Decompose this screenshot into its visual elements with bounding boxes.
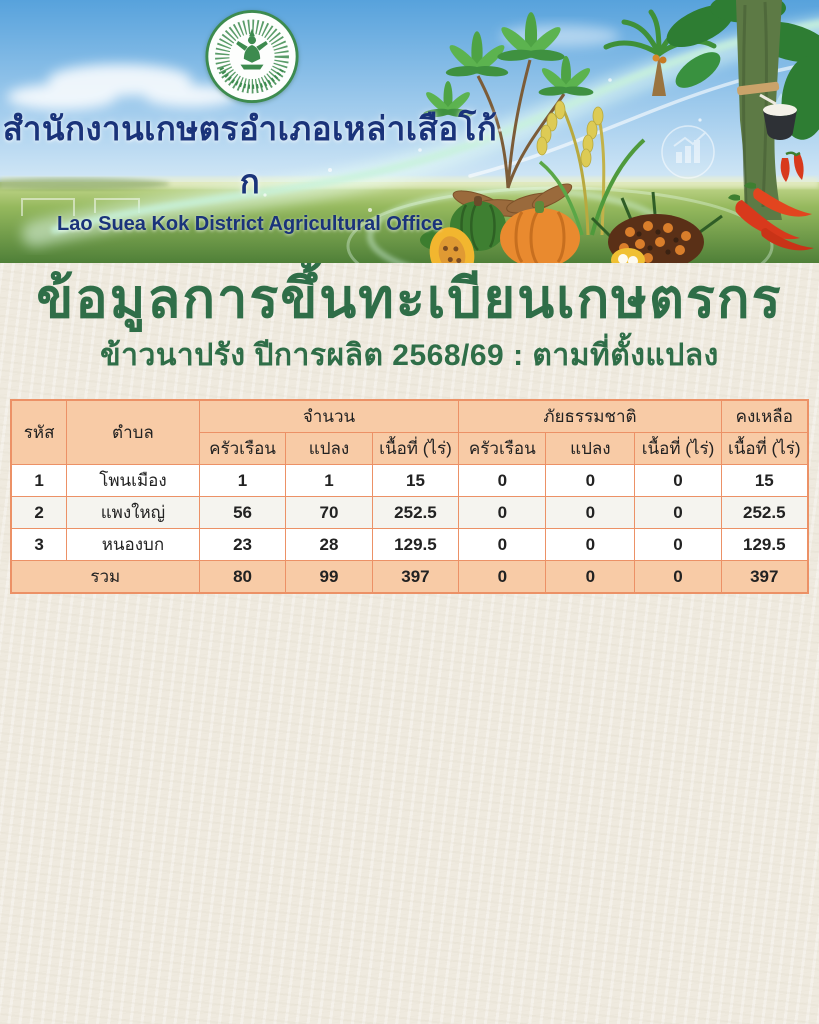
col-header-households: ครัวเรือน (199, 433, 286, 465)
total-disaster-plots: 0 (546, 561, 635, 594)
col-header-area: เนื้อที่ (ไร่) (372, 433, 459, 465)
heading-section (0, 263, 819, 379)
col-header-code: รหัส (11, 400, 67, 465)
org-name-block (0, 102, 500, 236)
cell-area: 129.5 (372, 529, 459, 561)
table-header (11, 400, 808, 465)
cell-disaster-area: 0 (635, 497, 721, 529)
table-row (11, 529, 808, 561)
chart-hud-circle (662, 126, 714, 178)
table-total-row (11, 561, 808, 594)
cell-households: 23 (199, 529, 286, 561)
cell-subdistrict: แพงใหญ่ (67, 497, 199, 529)
col-header-plots: แปลง (286, 433, 372, 465)
total-plots: 99 (286, 561, 372, 594)
page-subtitle: ข้าวนาปรัง ปีการผลิต 2568/69 : ตามที่ตั้งแปลง (100, 339, 719, 373)
cell-area: 252.5 (372, 497, 459, 529)
total-remaining-area: 397 (721, 561, 808, 594)
doae-seal-logo (204, 8, 300, 105)
cell-plots: 70 (286, 497, 372, 529)
cell-code: 3 (11, 529, 67, 561)
cell-remaining-area: 252.5 (721, 497, 808, 529)
cell-disaster-plots: 0 (546, 465, 635, 497)
cell-area: 15 (372, 465, 459, 497)
total-households: 80 (199, 561, 286, 594)
cell-remaining-area: 129.5 (721, 529, 808, 561)
cell-disaster-plots: 0 (546, 497, 635, 529)
cell-disaster-households: 0 (459, 465, 546, 497)
total-disaster-households: 0 (459, 561, 546, 594)
table-section (10, 399, 809, 594)
col-group-disaster: ภัยธรรมชาติ (459, 400, 721, 433)
col-header-disaster-area: เนื้อที่ (ไร่) (635, 433, 721, 465)
org-name-thai: สำนักงานเกษตรอำเภอเหล่าเสือโก้ก (2, 110, 498, 200)
cell-households: 1 (199, 465, 286, 497)
cell-subdistrict: โพนเมือง (67, 465, 199, 497)
col-header-disaster-plots: แปลง (546, 433, 635, 465)
cell-code: 2 (11, 497, 67, 529)
cell-disaster-households: 0 (459, 529, 546, 561)
table-row (11, 465, 808, 497)
page-title: ข้อมูลการขึ้นทะเบียนเกษตรกร (36, 269, 783, 329)
cell-disaster-plots: 0 (546, 529, 635, 561)
cell-code: 1 (11, 465, 67, 497)
total-label: รวม (11, 561, 199, 594)
registration-table (10, 399, 809, 594)
col-group-remaining: คงเหลือ (721, 400, 808, 433)
cell-remaining-area: 15 (721, 465, 808, 497)
col-header-remaining-area: เนื้อที่ (ไร่) (721, 433, 808, 465)
cell-disaster-area: 0 (635, 465, 721, 497)
total-disaster-area: 0 (635, 561, 721, 594)
cell-disaster-area: 0 (635, 529, 721, 561)
table-row (11, 497, 808, 529)
col-header-subdistrict: ตำบล (67, 400, 199, 465)
cell-plots: 28 (286, 529, 372, 561)
org-name-english: Lao Suea Kok District Agricultural Office (56, 213, 443, 235)
cell-households: 56 (199, 497, 286, 529)
col-group-amount: จำนวน (199, 400, 459, 433)
col-header-disaster-households: ครัวเรือน (459, 433, 546, 465)
total-area: 397 (372, 561, 459, 594)
header-banner (0, 0, 819, 263)
cell-plots: 1 (286, 465, 372, 497)
cell-disaster-households: 0 (459, 497, 546, 529)
cell-subdistrict: หนองบก (67, 529, 199, 561)
